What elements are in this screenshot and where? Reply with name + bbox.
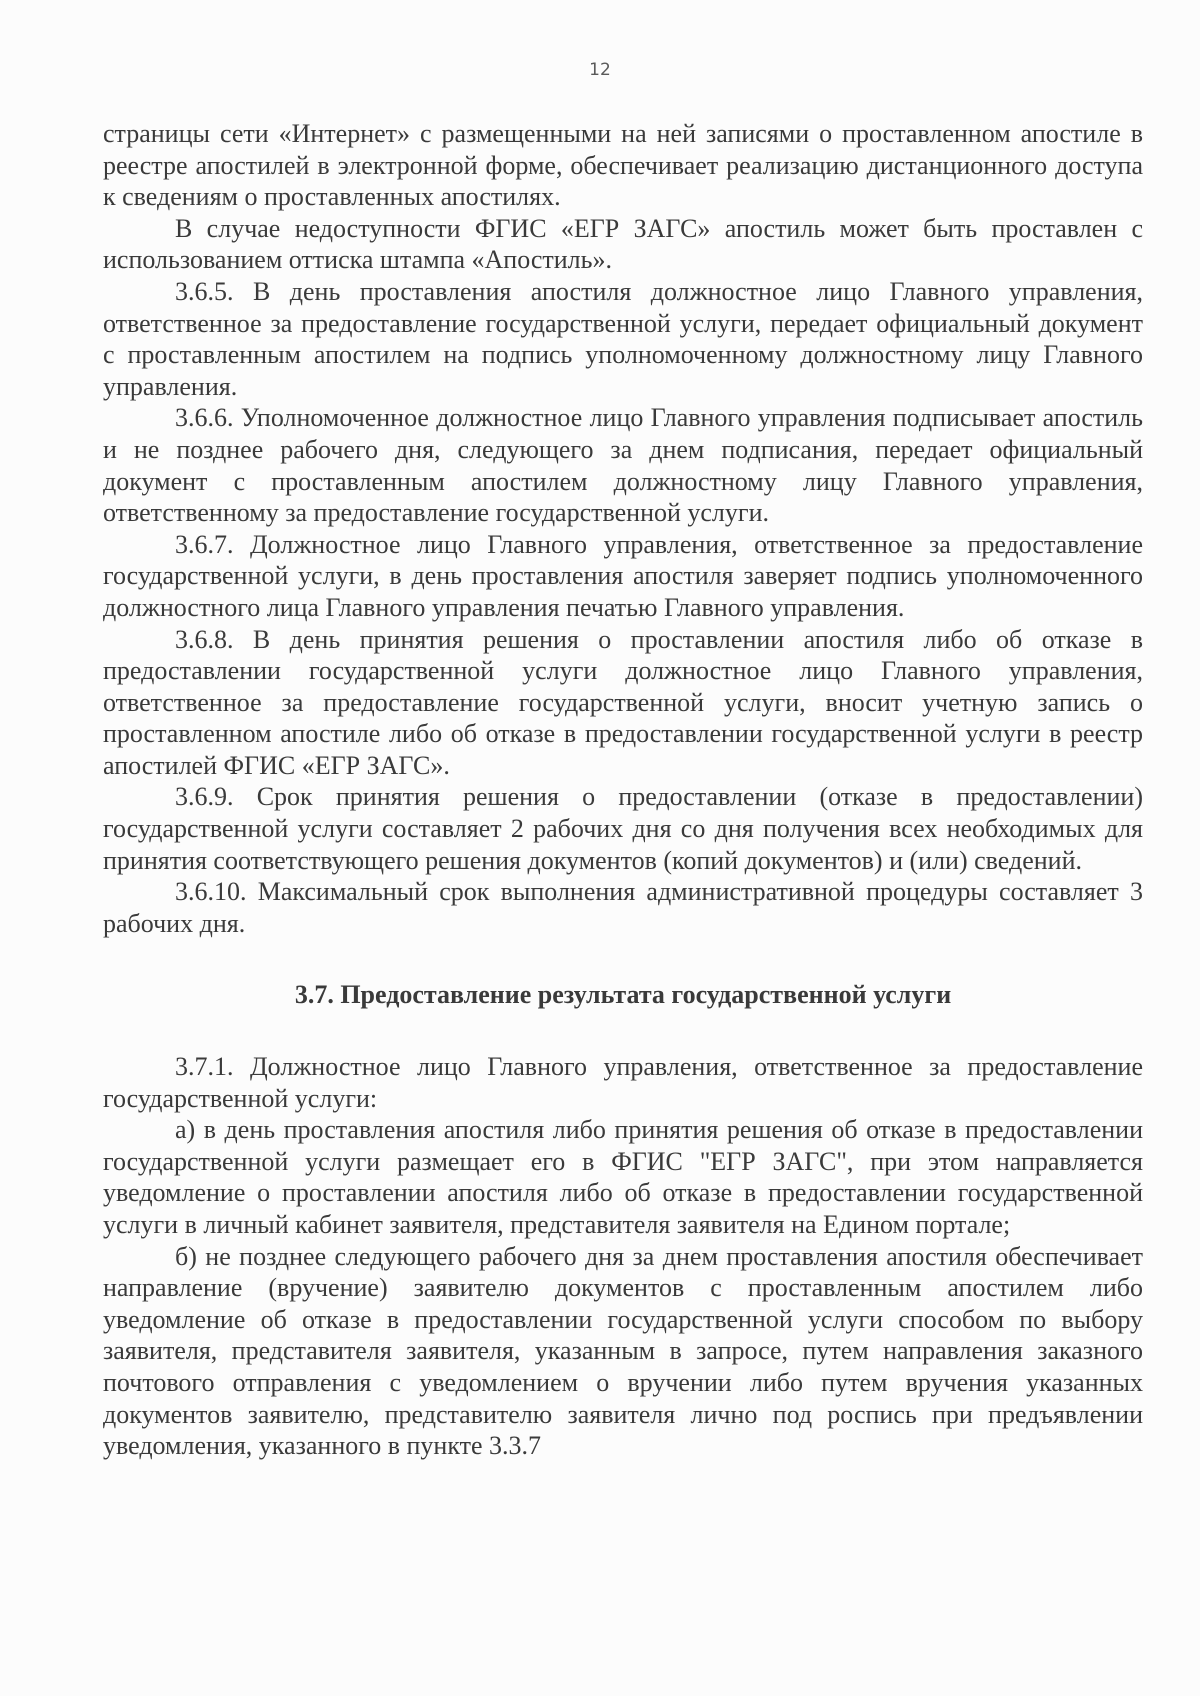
page-number: 12: [589, 60, 611, 80]
paragraph-3-6-9: 3.6.9. Срок принятия решения о предоставлении (отказе в предоставлении) государственной услуги составляет 2 рабочих дня со дня получения всех необходимых для принятия соответствующего решения документов (копий документов) и (или) сведений.: [103, 782, 1143, 875]
paragraph: страницы сети «Интернет» с размещенными на ней записями о проставленном апостиле в реестре апостилей в электронной форме, обеспечивает реализацию дистанционного доступа к сведениям о проставленных апостилях.: [103, 119, 1143, 212]
paragraph: В случае недоступности ФГИС «ЕГР ЗАГС» апостиль может быть проставлен с использованием оттиска штампа «Апостиль».: [103, 213, 1143, 275]
section-heading: 3.7. Предоставление результата государственной услуги: [294, 980, 952, 1010]
paragraph-3-6-8: 3.6.8. В день принятия решения о проставлении апостиля либо об отказе в предоставлении государственной услуги должностное лицо Главного управления, ответственное за предоставление государственной услуги, вносит учетную запись о проставленном апостиле либо об отказе в предоставлении государственной услуги в реестр апостилей ФГИС «ЕГР ЗАГС».: [103, 624, 1143, 780]
paragraph-item-b: б) не позднее следующего рабочего дня за днем проставления апостиля обеспечивает направление (вручение) заявителю документов с проставленным апостилем либо уведомление об отказе в предоставлении государственной услуги способом по выбору заявителя, представителя заявителя, указанным в запросе, путем направления заказного почтового отправления с уведомлением о вручении либо путем вручения указанных документов заявителю, представителю заявителя лично под роспись при предъявлении уведомления, указанного в пункте 3.3.7: [103, 1241, 1143, 1461]
paragraph-item-a: а) в день проставления апостиля либо принятия решения об отказе в предоставлении государственной услуги размещает его в ФГИС "ЕГР ЗАГС", при этом направляется уведомление о проставлении апостиля либо об отказе в предоставлении государственной услуги в личный кабинет заявителя, представителя заявителя на Едином портале;: [103, 1115, 1143, 1239]
document-body: [103, 118, 1143, 1462]
paragraph-3-6-5: 3.6.5. В день проставления апостиля должностное лицо Главного управления, ответственное за предоставление государственной услуги, передает официальный документ с проставленным апостилем на подпись уполномоченному должностному лицу Главного управления.: [103, 276, 1143, 401]
paragraph-3-6-10: 3.6.10. Максимальный срок выполнения административной процедуры составляет 3 рабочих дня.: [103, 877, 1143, 938]
paragraph-3-6-7: 3.6.7. Должностное лицо Главного управления, ответственное за предоставление государственной услуги, в день проставления апостиля заверяет подпись уполномоченного должностного лица Главного управления печатью Главного управления.: [103, 529, 1143, 622]
paragraph-3-7-1: 3.7.1. Должностное лицо Главного управления, ответственное за предоставление государственной услуги:: [103, 1052, 1143, 1113]
paragraph-3-6-6: 3.6.6. Уполномоченное должностное лицо Главного управления подписывает апостиль и не позднее рабочего дня, следующего за днем подписания, передает официальный документ с проставленным апостилем должностному лицу Главного управления, ответственному за предоставление государственной услуги.: [103, 403, 1143, 528]
